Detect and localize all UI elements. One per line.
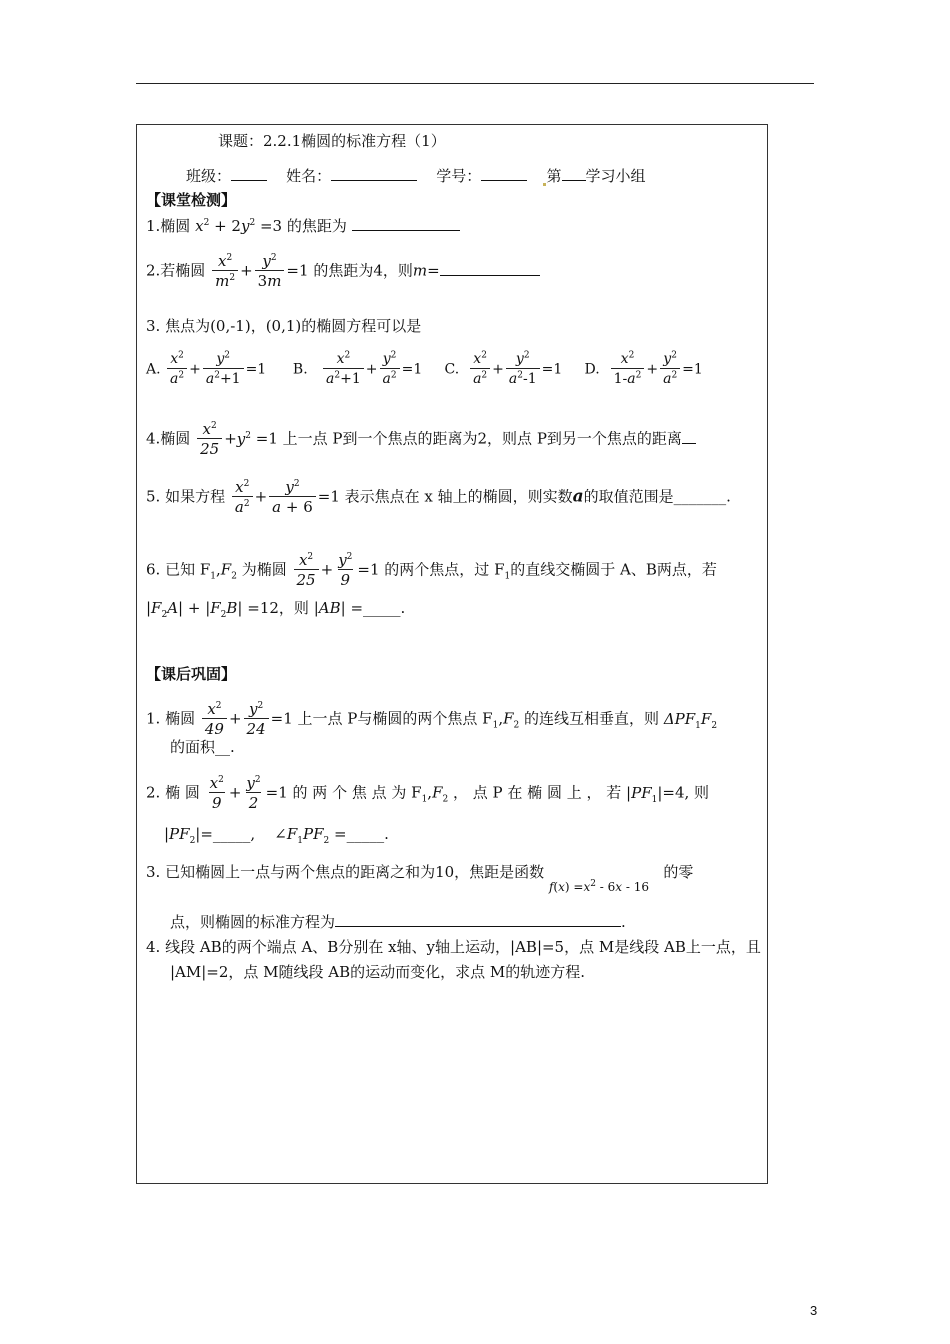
s2-q2-blank-1[interactable]: |=_____, [195,825,256,843]
s1-q6-post2: 的直线交椭圆于 A、B两点，若 [510,560,717,579]
s2-q3-blank[interactable] [335,912,621,927]
option-d-label: D. [584,361,600,378]
s1-q2-pre: 2.若椭圆 [146,261,206,280]
s1-q1-blank[interactable] [352,216,460,231]
fraction: $\frac{x^2}{1-a^2}$ [611,350,645,389]
id-blank[interactable] [481,166,527,181]
fraction: $\frac{x^2}{25}$ [294,551,319,590]
s1-q4-blank[interactable] [682,429,696,444]
fraction: $\frac{y^2}{a^2}$ [660,350,680,389]
s2-q2-blank-2[interactable]: =_____. [334,825,389,843]
fraction: $\frac{x^2}{a^2}$ [232,478,253,517]
s2-q3-end: . [621,913,626,931]
s2-question-1: 1. 椭圆 $\frac{x^2}{49}$ + $\frac{y^2}{24}$ =1 上一点 P与椭圆的两个焦点 $F_1,F_2$ 的连线互相垂直，则 $\Delta PF_1F_2$ [146,700,718,738]
s1-q2-blank[interactable] [440,261,540,276]
student-info-row [186,166,646,186]
s2-q2-post: 的 两 个 焦 点 为 F [292,783,422,802]
s2-q2-post2: ， 点 P 在 椭 圆 上 ， 若 [453,783,622,802]
s1-question-3: 3. 焦点为(0,-1)，(0,1)的椭圆方程可以是 [146,317,422,335]
s2-question-3 [146,862,694,894]
section-after-class: 【课后巩固】 [146,665,237,683]
s1-q1-post: 的焦距为 [286,217,347,235]
s2-q1-line2: 的面积__. [170,738,235,756]
s1-q4-pre: 4.椭圆 [146,429,191,448]
fraction: $\frac{x^2}{49}$ [202,700,227,739]
page-number: 3 [810,1303,818,1318]
fraction: $\frac{y^2}{3m}$ [255,252,285,291]
s1-q5-post1: 表示焦点在 x 轴上的椭圆，则实数 [344,487,573,506]
s1-q3-options: A. $\frac{x^2}{a^2}$ + $\frac{y^2}{a^2+1}$ =1 B. $\frac{x^2}{a^2+1}$ + $\frac{y^2}{a^2}$ =1 C. $\frac{x^2}{a^2}$ + $\frac{y^2}{a^2-1}$ =1 D. $\frac{x^2}{1-a^2}$ + $\frac{y^2}{a^2}$ =1 [146,350,703,387]
s2-q3-line2 [170,912,626,932]
fraction: $\frac{x^2}{a^2+1}$ [323,350,364,389]
s1-q1-formula: $x^2 + 2y^2 =3$ [195,217,283,235]
s2-q2-pre: 2. 椭 圆 [146,783,200,802]
group-label: 第 [546,167,562,185]
class-blank[interactable] [231,166,267,181]
s1-question-4: 4.椭圆 $\frac{x^2}{25}$ $+y^2 =1$ 上一点 P到一个焦点的距离为2，则点 P到另一个焦点的距离 [146,420,696,459]
fraction: $\frac{x^2}{9}$ [209,774,224,812]
fraction: $\frac{x^2}{a^2}$ [470,350,490,389]
s1-q2-m: m= [412,261,440,280]
s2-question-4: 4. 线段 AB的两个端点 A、B分别在 x轴、y轴上运动，|AB|=5，点 M是线段 AB上一点，且 [146,938,761,956]
fraction: $\frac{x^2}{25}$ [197,420,222,459]
s1-q5-post2: 的取值范围是_______. [583,487,731,506]
s1-question-6: 6. 已知 $F_1,F_2$ 为椭圆 $\frac{x^2}{25}$ + $\frac{y^2}{9}$ =1 的两个焦点，过 $F_1$的直线交椭圆于 A、B两点，若 [146,551,717,589]
s1-q6-post: 的两个焦点，过 F [384,560,505,579]
fraction: $\frac{y^2}{2}$ [246,774,261,812]
s1-q6-line2: $|F_2A| + |F_2B| =12$，则 |AB| =_____. [146,599,406,620]
header-rule [136,83,814,84]
name-label: 姓名： [286,167,332,185]
id-label: 学号： [436,167,482,185]
group-blank[interactable] [562,166,586,181]
s1-q6-pre: 6. 已知 F [146,560,211,579]
fraction: $\frac{y^2}{a^2-1}$ [506,350,540,389]
s2-q2-line2: $|PF_2|=\_\_\_\_\_$, $\angle F_1PF_2$ =_____. [164,825,389,846]
fraction: $\frac{y^2}{a^2}$ [380,350,400,389]
fraction: $\frac{x^2}{m^2}$ [212,252,238,291]
option-c-label: C. [444,361,460,378]
s1-q5-a: a [572,486,584,507]
s2-q3-function: f(x) =x2 - 6x - 16 [548,879,650,894]
s2-q4-line2: |AM|=2，点 M随线段 AB的运动而变化，求点 M的轨迹方程. [170,963,586,981]
fraction: $\frac{y^2}{24}$ [244,700,269,739]
s1-q6-then: ，则 [278,599,309,617]
section-classroom-check: 【课堂检测】 [146,191,237,209]
s1-question-1 [146,216,460,236]
s1-q4-post: 上一点 P到一个焦点的距离为2，则点 P到另一个焦点的距离 [282,429,682,448]
fraction: $\frac{y^2}{9}$ [338,551,353,589]
s2-q1-post2: 的连线互相垂直，则 [524,709,660,728]
s1-q6-blank[interactable]: _____. [363,599,406,617]
class-label: 班级： [186,167,232,185]
s2-q1-pre: 1. 椭圆 [146,709,196,728]
fraction: $\frac{x^2}{a^2}$ [167,350,187,389]
s1-q2-post: 的焦距为4，则 [313,261,413,280]
s2-q1-post: 上一点 P与椭圆的两个焦点 F [297,709,493,728]
dot-mark [543,183,546,186]
s2-q3-l2: 点，则椭圆的标准方程为 [170,913,336,931]
fraction: $\frac{y^2}{a + 6}$ [269,478,316,517]
option-a-label: A. [146,361,161,378]
s2-question-2: 2. 椭 圆 $\frac{x^2}{9}$ + $\frac{y^2}{2}$ =1 的 两 个 焦 点 为 $F_1,F_2$ ， 点 P 在 椭 圆 上 ， 若 $|PF_1|=4$, 则 [146,774,710,812]
s1-question-5: 5. 如果方程 $\frac{x^2}{a^2}$ + $\frac{y^2}{a + 6}$ =1 表示焦点在 x 轴上的椭圆，则实数a的取值范围是_______. [146,478,731,516]
s1-q6-mid: 为椭圆 [241,560,287,579]
option-b-label: B. [292,361,308,378]
name-blank[interactable] [331,166,417,181]
s2-q3-post: 的零 [663,863,694,881]
s2-q3-pre: 3. 已知椭圆上一点与两个焦点的距离之和为10，焦距是函数 [146,863,545,881]
group-suffix: 学习小组 [585,167,646,185]
fraction: $\frac{y^2}{a^2+1}$ [203,350,244,389]
s1-q1-pre: 1.椭圆 [146,217,191,235]
s2-q2-val: =4, 则 [662,783,710,802]
s1-question-2: 2.若椭圆 $\frac{x^2}{m^2}$ + $\frac{y^2}{3m}$ =1 的焦距为4，则m= [146,252,540,291]
s1-q5-pre: 5. 如果方程 [146,487,226,506]
worksheet-title: 课题：2.2.1椭圆的标准方程（1） [218,132,446,150]
